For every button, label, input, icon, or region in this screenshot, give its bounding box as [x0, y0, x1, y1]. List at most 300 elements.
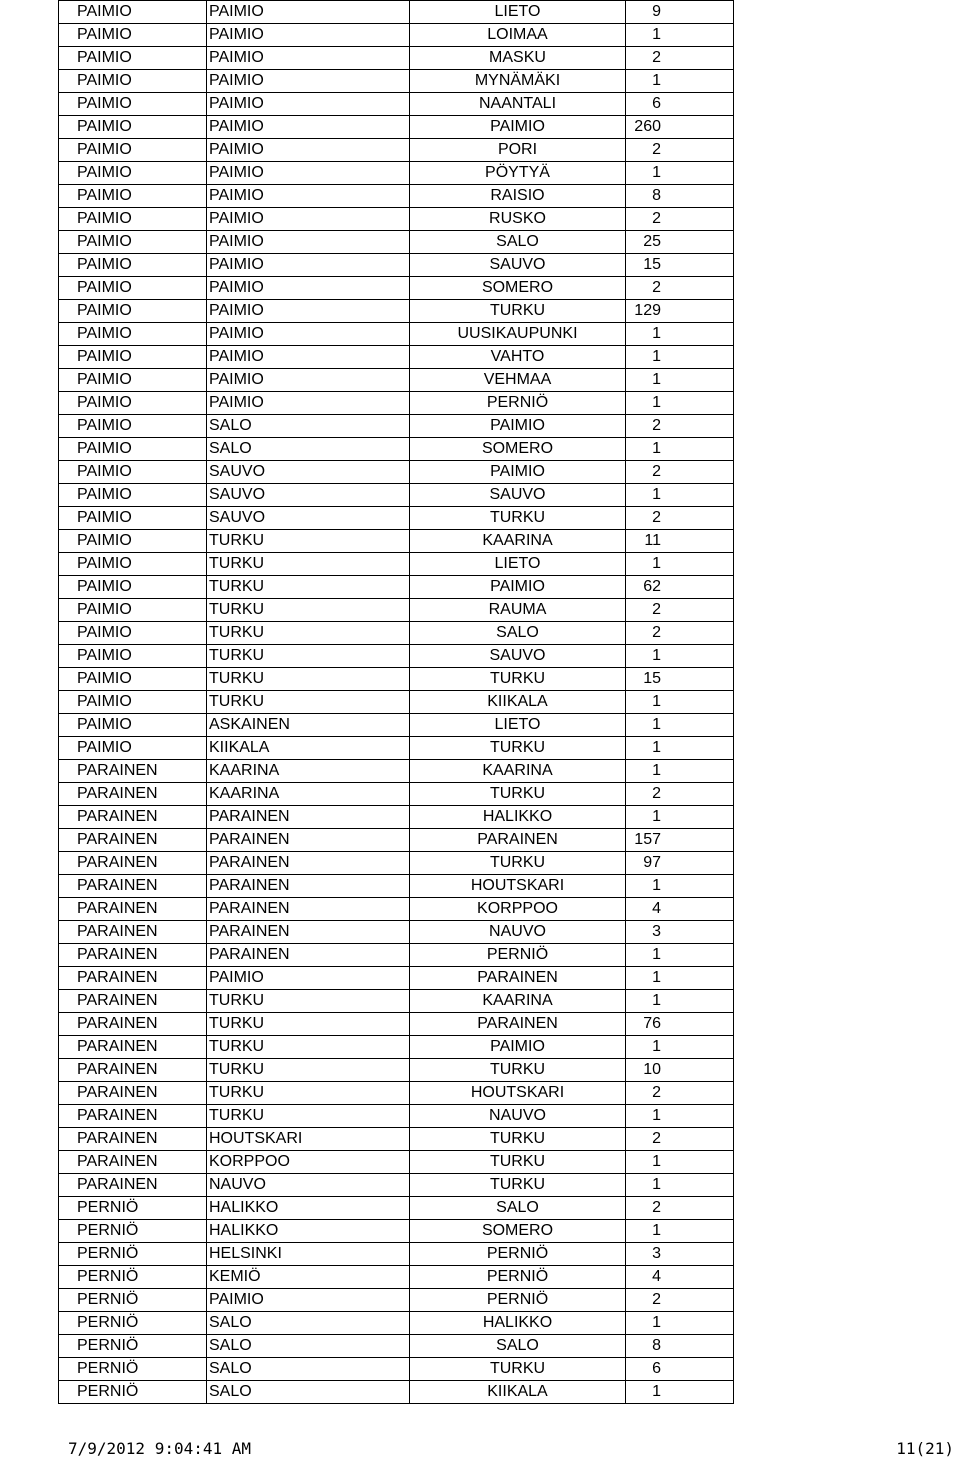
- table-row: [59, 1381, 734, 1404]
- data-table: [58, 0, 734, 1404]
- residence-municipality-cell: MASKU: [410, 47, 626, 70]
- count-cell: 2: [626, 507, 734, 530]
- table-row: [59, 668, 734, 691]
- count-cell: 1: [626, 737, 734, 760]
- home-municipality-cell: PAIMIO: [59, 231, 207, 254]
- table-row: [59, 829, 734, 852]
- count-cell: 1: [626, 1036, 734, 1059]
- work-municipality-cell: TURKU: [207, 622, 410, 645]
- table-row: [59, 277, 734, 300]
- table-row: [59, 47, 734, 70]
- work-municipality-cell: PAIMIO: [207, 1, 410, 24]
- home-municipality-cell: PERNIÖ: [59, 1220, 207, 1243]
- count-cell: 2: [626, 415, 734, 438]
- table-row: [59, 875, 734, 898]
- count-cell: 1: [626, 990, 734, 1013]
- residence-municipality-cell: RAUMA: [410, 599, 626, 622]
- home-municipality-cell: PAIMIO: [59, 162, 207, 185]
- count-cell: 1: [626, 346, 734, 369]
- table-row: [59, 691, 734, 714]
- table-row: [59, 139, 734, 162]
- residence-municipality-cell: SAUVO: [410, 254, 626, 277]
- work-municipality-cell: KIIKALA: [207, 737, 410, 760]
- count-cell: 2: [626, 783, 734, 806]
- work-municipality-cell: TURKU: [207, 1013, 410, 1036]
- count-cell: 1: [626, 1105, 734, 1128]
- residence-municipality-cell: VAHTO: [410, 346, 626, 369]
- home-municipality-cell: PAIMIO: [59, 461, 207, 484]
- count-cell: 6: [626, 1358, 734, 1381]
- home-municipality-cell: PARAINEN: [59, 1082, 207, 1105]
- table-row: [59, 1, 734, 24]
- residence-municipality-cell: SOMERO: [410, 277, 626, 300]
- residence-municipality-cell: PERNIÖ: [410, 392, 626, 415]
- count-cell: 2: [626, 461, 734, 484]
- table-row: [59, 967, 734, 990]
- count-cell: 1: [626, 645, 734, 668]
- work-municipality-cell: NAUVO: [207, 1174, 410, 1197]
- table-row: [59, 300, 734, 323]
- count-cell: 1: [626, 392, 734, 415]
- count-cell: 25: [626, 231, 734, 254]
- home-municipality-cell: PAIMIO: [59, 553, 207, 576]
- table-row: [59, 921, 734, 944]
- count-cell: 11: [626, 530, 734, 553]
- residence-municipality-cell: SOMERO: [410, 1220, 626, 1243]
- work-municipality-cell: ASKAINEN: [207, 714, 410, 737]
- table-row: [59, 783, 734, 806]
- work-municipality-cell: PAIMIO: [207, 967, 410, 990]
- home-municipality-cell: PERNIÖ: [59, 1381, 207, 1404]
- home-municipality-cell: PARAINEN: [59, 783, 207, 806]
- count-cell: 1: [626, 1312, 734, 1335]
- count-cell: 62: [626, 576, 734, 599]
- home-municipality-cell: PAIMIO: [59, 484, 207, 507]
- home-municipality-cell: PERNIÖ: [59, 1335, 207, 1358]
- home-municipality-cell: PAIMIO: [59, 737, 207, 760]
- work-municipality-cell: SAUVO: [207, 484, 410, 507]
- residence-municipality-cell: PERNIÖ: [410, 944, 626, 967]
- work-municipality-cell: TURKU: [207, 668, 410, 691]
- footer-timestamp: 7/9/2012 9:04:41 AM: [68, 1439, 252, 1458]
- count-cell: 1: [626, 944, 734, 967]
- table-row: [59, 484, 734, 507]
- count-cell: 1: [626, 1151, 734, 1174]
- work-municipality-cell: KAARINA: [207, 760, 410, 783]
- count-cell: 1: [626, 760, 734, 783]
- count-cell: 8: [626, 1335, 734, 1358]
- count-cell: 1: [626, 369, 734, 392]
- work-municipality-cell: TURKU: [207, 1059, 410, 1082]
- count-cell: 6: [626, 93, 734, 116]
- residence-municipality-cell: RAISIO: [410, 185, 626, 208]
- residence-municipality-cell: NAUVO: [410, 921, 626, 944]
- home-municipality-cell: PAIMIO: [59, 599, 207, 622]
- table-row: [59, 553, 734, 576]
- work-municipality-cell: TURKU: [207, 1036, 410, 1059]
- residence-municipality-cell: TURKU: [410, 1358, 626, 1381]
- home-municipality-cell: PAIMIO: [59, 1, 207, 24]
- residence-municipality-cell: HALIKKO: [410, 1312, 626, 1335]
- work-municipality-cell: PARAINEN: [207, 806, 410, 829]
- residence-municipality-cell: PERNIÖ: [410, 1266, 626, 1289]
- count-cell: 3: [626, 1243, 734, 1266]
- table-row: [59, 323, 734, 346]
- count-cell: 2: [626, 622, 734, 645]
- residence-municipality-cell: UUSIKAUPUNKI: [410, 323, 626, 346]
- table-row: [59, 208, 734, 231]
- table-row: [59, 231, 734, 254]
- residence-municipality-cell: KAARINA: [410, 530, 626, 553]
- home-municipality-cell: PARAINEN: [59, 1059, 207, 1082]
- count-cell: 9: [626, 1, 734, 24]
- count-cell: 2: [626, 599, 734, 622]
- home-municipality-cell: PAIMIO: [59, 24, 207, 47]
- work-municipality-cell: KORPPOO: [207, 1151, 410, 1174]
- table-row: [59, 116, 734, 139]
- home-municipality-cell: PARAINEN: [59, 944, 207, 967]
- home-municipality-cell: PARAINEN: [59, 967, 207, 990]
- table-row: [59, 852, 734, 875]
- count-cell: 1: [626, 714, 734, 737]
- home-municipality-cell: PAIMIO: [59, 300, 207, 323]
- home-municipality-cell: PARAINEN: [59, 1128, 207, 1151]
- home-municipality-cell: PARAINEN: [59, 990, 207, 1013]
- table-row: [59, 24, 734, 47]
- work-municipality-cell: TURKU: [207, 599, 410, 622]
- table-row: [59, 346, 734, 369]
- work-municipality-cell: TURKU: [207, 645, 410, 668]
- residence-municipality-cell: VEHMAA: [410, 369, 626, 392]
- table-row: [59, 530, 734, 553]
- table-row: [59, 369, 734, 392]
- table-row: [59, 507, 734, 530]
- work-municipality-cell: PAIMIO: [207, 254, 410, 277]
- count-cell: 2: [626, 139, 734, 162]
- home-municipality-cell: PAIMIO: [59, 93, 207, 116]
- home-municipality-cell: PAIMIO: [59, 185, 207, 208]
- table-row: [59, 1128, 734, 1151]
- residence-municipality-cell: PAIMIO: [410, 415, 626, 438]
- home-municipality-cell: PAIMIO: [59, 438, 207, 461]
- home-municipality-cell: PERNIÖ: [59, 1358, 207, 1381]
- residence-municipality-cell: SAUVO: [410, 645, 626, 668]
- residence-municipality-cell: LIETO: [410, 1, 626, 24]
- residence-municipality-cell: TURKU: [410, 1128, 626, 1151]
- home-municipality-cell: PERNIÖ: [59, 1197, 207, 1220]
- residence-municipality-cell: PARAINEN: [410, 829, 626, 852]
- count-cell: 1: [626, 875, 734, 898]
- count-cell: 15: [626, 668, 734, 691]
- table-row: [59, 185, 734, 208]
- home-municipality-cell: PAIMIO: [59, 668, 207, 691]
- work-municipality-cell: PAIMIO: [207, 162, 410, 185]
- work-municipality-cell: PAIMIO: [207, 323, 410, 346]
- table-row: [59, 1243, 734, 1266]
- count-cell: 1: [626, 323, 734, 346]
- work-municipality-cell: PAIMIO: [207, 346, 410, 369]
- work-municipality-cell: SALO: [207, 1381, 410, 1404]
- residence-municipality-cell: PAIMIO: [410, 576, 626, 599]
- count-cell: 1: [626, 438, 734, 461]
- table-row: [59, 415, 734, 438]
- home-municipality-cell: PAIMIO: [59, 645, 207, 668]
- residence-municipality-cell: PARAINEN: [410, 1013, 626, 1036]
- page-number: 11(21): [896, 1439, 954, 1458]
- table-row: [59, 737, 734, 760]
- residence-municipality-cell: SAUVO: [410, 484, 626, 507]
- residence-municipality-cell: KAARINA: [410, 990, 626, 1013]
- home-municipality-cell: PAIMIO: [59, 369, 207, 392]
- home-municipality-cell: PARAINEN: [59, 1013, 207, 1036]
- residence-municipality-cell: LIETO: [410, 553, 626, 576]
- work-municipality-cell: PAIMIO: [207, 139, 410, 162]
- work-municipality-cell: PAIMIO: [207, 277, 410, 300]
- residence-municipality-cell: KORPPOO: [410, 898, 626, 921]
- table-row: [59, 70, 734, 93]
- residence-municipality-cell: SALO: [410, 1335, 626, 1358]
- work-municipality-cell: PAIMIO: [207, 24, 410, 47]
- home-municipality-cell: PARAINEN: [59, 852, 207, 875]
- work-municipality-cell: TURKU: [207, 691, 410, 714]
- home-municipality-cell: PAIMIO: [59, 139, 207, 162]
- residence-municipality-cell: TURKU: [410, 783, 626, 806]
- work-municipality-cell: PAIMIO: [207, 70, 410, 93]
- residence-municipality-cell: LIETO: [410, 714, 626, 737]
- table-row: [59, 622, 734, 645]
- residence-municipality-cell: TURKU: [410, 852, 626, 875]
- count-cell: 4: [626, 1266, 734, 1289]
- home-municipality-cell: PAIMIO: [59, 507, 207, 530]
- home-municipality-cell: PARAINEN: [59, 921, 207, 944]
- count-cell: 1: [626, 484, 734, 507]
- home-municipality-cell: PARAINEN: [59, 1174, 207, 1197]
- home-municipality-cell: PAIMIO: [59, 70, 207, 93]
- residence-municipality-cell: PORI: [410, 139, 626, 162]
- count-cell: 2: [626, 1082, 734, 1105]
- residence-municipality-cell: KIIKALA: [410, 1381, 626, 1404]
- table-row: [59, 162, 734, 185]
- work-municipality-cell: TURKU: [207, 530, 410, 553]
- home-municipality-cell: PARAINEN: [59, 898, 207, 921]
- work-municipality-cell: PAIMIO: [207, 116, 410, 139]
- home-municipality-cell: PERNIÖ: [59, 1289, 207, 1312]
- work-municipality-cell: SALO: [207, 1335, 410, 1358]
- table-row: [59, 760, 734, 783]
- home-municipality-cell: PAIMIO: [59, 208, 207, 231]
- work-municipality-cell: KEMIÖ: [207, 1266, 410, 1289]
- table-row: [59, 392, 734, 415]
- work-municipality-cell: SALO: [207, 415, 410, 438]
- work-municipality-cell: PARAINEN: [207, 898, 410, 921]
- home-municipality-cell: PARAINEN: [59, 760, 207, 783]
- residence-municipality-cell: SALO: [410, 1197, 626, 1220]
- residence-municipality-cell: LOIMAA: [410, 24, 626, 47]
- count-cell: 8: [626, 185, 734, 208]
- residence-municipality-cell: HOUTSKARI: [410, 1082, 626, 1105]
- residence-municipality-cell: PAIMIO: [410, 116, 626, 139]
- home-municipality-cell: PAIMIO: [59, 392, 207, 415]
- count-cell: 1: [626, 553, 734, 576]
- residence-municipality-cell: TURKU: [410, 737, 626, 760]
- residence-municipality-cell: PERNIÖ: [410, 1243, 626, 1266]
- table-row: [59, 1197, 734, 1220]
- table-row: [59, 93, 734, 116]
- work-municipality-cell: KAARINA: [207, 783, 410, 806]
- home-municipality-cell: PAIMIO: [59, 576, 207, 599]
- work-municipality-cell: PAIMIO: [207, 300, 410, 323]
- count-cell: 3: [626, 921, 734, 944]
- work-municipality-cell: PARAINEN: [207, 829, 410, 852]
- count-cell: 2: [626, 1197, 734, 1220]
- work-municipality-cell: HELSINKI: [207, 1243, 410, 1266]
- table-row: [59, 944, 734, 967]
- count-cell: 76: [626, 1013, 734, 1036]
- residence-municipality-cell: TURKU: [410, 668, 626, 691]
- home-municipality-cell: PARAINEN: [59, 1105, 207, 1128]
- table-row: [59, 1013, 734, 1036]
- home-municipality-cell: PAIMIO: [59, 691, 207, 714]
- count-cell: 4: [626, 898, 734, 921]
- count-cell: 15: [626, 254, 734, 277]
- residence-municipality-cell: RUSKO: [410, 208, 626, 231]
- home-municipality-cell: PERNIÖ: [59, 1312, 207, 1335]
- work-municipality-cell: TURKU: [207, 990, 410, 1013]
- table-row: [59, 599, 734, 622]
- work-municipality-cell: TURKU: [207, 553, 410, 576]
- table-row: [59, 1082, 734, 1105]
- count-cell: 2: [626, 47, 734, 70]
- residence-municipality-cell: SALO: [410, 622, 626, 645]
- work-municipality-cell: PAIMIO: [207, 47, 410, 70]
- home-municipality-cell: PAIMIO: [59, 415, 207, 438]
- work-municipality-cell: PARAINEN: [207, 875, 410, 898]
- residence-municipality-cell: TURKU: [410, 300, 626, 323]
- home-municipality-cell: PARAINEN: [59, 806, 207, 829]
- table-row: [59, 1059, 734, 1082]
- table-row: [59, 1289, 734, 1312]
- work-municipality-cell: TURKU: [207, 1082, 410, 1105]
- table-row: [59, 1105, 734, 1128]
- residence-municipality-cell: NAUVO: [410, 1105, 626, 1128]
- residence-municipality-cell: TURKU: [410, 507, 626, 530]
- count-cell: 1: [626, 967, 734, 990]
- work-municipality-cell: SALO: [207, 1312, 410, 1335]
- residence-municipality-cell: PÖYTYÄ: [410, 162, 626, 185]
- residence-municipality-cell: KAARINA: [410, 760, 626, 783]
- work-municipality-cell: SAUVO: [207, 461, 410, 484]
- residence-municipality-cell: SALO: [410, 231, 626, 254]
- home-municipality-cell: PAIMIO: [59, 116, 207, 139]
- home-municipality-cell: PARAINEN: [59, 875, 207, 898]
- work-municipality-cell: SAUVO: [207, 507, 410, 530]
- residence-municipality-cell: PAIMIO: [410, 1036, 626, 1059]
- table-row: [59, 461, 734, 484]
- table-row: [59, 1358, 734, 1381]
- work-municipality-cell: PAIMIO: [207, 185, 410, 208]
- residence-municipality-cell: NAANTALI: [410, 93, 626, 116]
- residence-municipality-cell: HALIKKO: [410, 806, 626, 829]
- home-municipality-cell: PARAINEN: [59, 829, 207, 852]
- work-municipality-cell: SALO: [207, 438, 410, 461]
- count-cell: 1: [626, 1174, 734, 1197]
- residence-municipality-cell: KIIKALA: [410, 691, 626, 714]
- count-cell: 129: [626, 300, 734, 323]
- work-municipality-cell: PAIMIO: [207, 93, 410, 116]
- work-municipality-cell: PAIMIO: [207, 369, 410, 392]
- residence-municipality-cell: TURKU: [410, 1059, 626, 1082]
- count-cell: 157: [626, 829, 734, 852]
- work-municipality-cell: PARAINEN: [207, 852, 410, 875]
- count-cell: 1: [626, 70, 734, 93]
- table-row: [59, 806, 734, 829]
- home-municipality-cell: PAIMIO: [59, 346, 207, 369]
- residence-municipality-cell: PAIMIO: [410, 461, 626, 484]
- work-municipality-cell: PARAINEN: [207, 921, 410, 944]
- work-municipality-cell: HALIKKO: [207, 1197, 410, 1220]
- work-municipality-cell: PAIMIO: [207, 231, 410, 254]
- work-municipality-cell: PAIMIO: [207, 208, 410, 231]
- residence-municipality-cell: TURKU: [410, 1151, 626, 1174]
- table-row: [59, 576, 734, 599]
- work-municipality-cell: PARAINEN: [207, 944, 410, 967]
- home-municipality-cell: PAIMIO: [59, 530, 207, 553]
- count-cell: 97: [626, 852, 734, 875]
- work-municipality-cell: SALO: [207, 1358, 410, 1381]
- work-municipality-cell: PAIMIO: [207, 1289, 410, 1312]
- table-row: [59, 1335, 734, 1358]
- table-row: [59, 1266, 734, 1289]
- residence-municipality-cell: MYNÄMÄKI: [410, 70, 626, 93]
- home-municipality-cell: PARAINEN: [59, 1151, 207, 1174]
- table-row: [59, 714, 734, 737]
- home-municipality-cell: PAIMIO: [59, 622, 207, 645]
- count-cell: 1: [626, 1381, 734, 1404]
- home-municipality-cell: PERNIÖ: [59, 1243, 207, 1266]
- work-municipality-cell: TURKU: [207, 576, 410, 599]
- table-row: [59, 1174, 734, 1197]
- count-cell: 2: [626, 1289, 734, 1312]
- home-municipality-cell: PERNIÖ: [59, 1266, 207, 1289]
- table-row: [59, 1312, 734, 1335]
- count-cell: 10: [626, 1059, 734, 1082]
- table-body: [59, 1, 734, 1404]
- home-municipality-cell: PAIMIO: [59, 254, 207, 277]
- home-municipality-cell: PAIMIO: [59, 323, 207, 346]
- work-municipality-cell: HOUTSKARI: [207, 1128, 410, 1151]
- count-cell: 1: [626, 806, 734, 829]
- table-row: [59, 438, 734, 461]
- table-row: [59, 1151, 734, 1174]
- count-cell: 1: [626, 1220, 734, 1243]
- table-row: [59, 898, 734, 921]
- table-row: [59, 990, 734, 1013]
- table-row: [59, 645, 734, 668]
- work-municipality-cell: HALIKKO: [207, 1220, 410, 1243]
- table-row: [59, 254, 734, 277]
- residence-municipality-cell: TURKU: [410, 1174, 626, 1197]
- home-municipality-cell: PAIMIO: [59, 714, 207, 737]
- count-cell: 1: [626, 162, 734, 185]
- work-municipality-cell: TURKU: [207, 1105, 410, 1128]
- residence-municipality-cell: PARAINEN: [410, 967, 626, 990]
- residence-municipality-cell: PERNIÖ: [410, 1289, 626, 1312]
- work-municipality-cell: PAIMIO: [207, 392, 410, 415]
- count-cell: 2: [626, 277, 734, 300]
- residence-municipality-cell: HOUTSKARI: [410, 875, 626, 898]
- table-row: [59, 1220, 734, 1243]
- home-municipality-cell: PAIMIO: [59, 47, 207, 70]
